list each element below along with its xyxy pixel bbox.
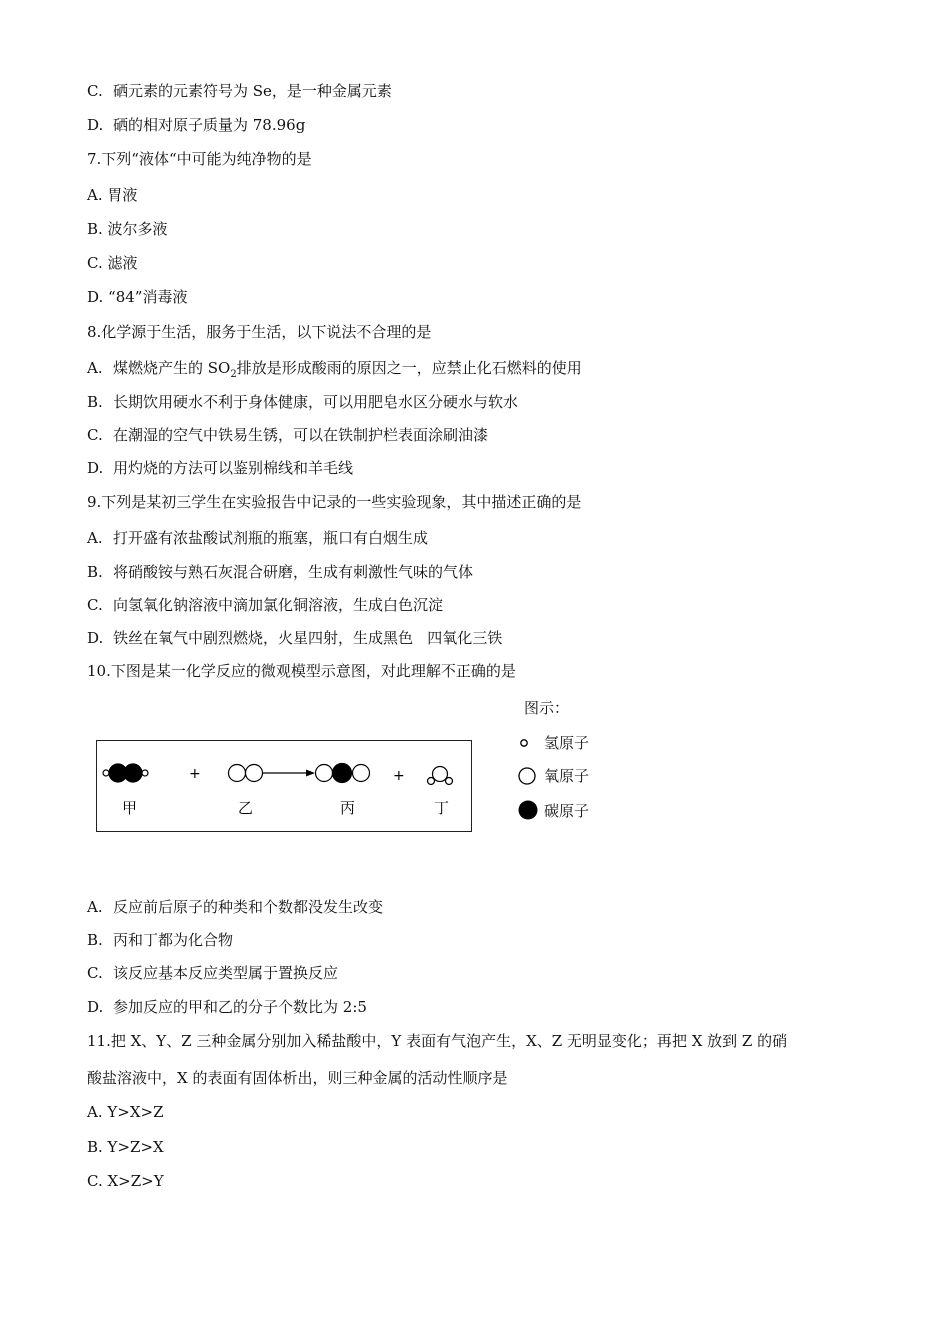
molecule-jia [103,764,148,782]
q10-stem: 10.下图是某一化学反应的微观模型示意图，对此理解不正确的是 [87,662,516,680]
q10-option-b: B. 丙和丁都为化合物 [87,931,234,949]
q6-option-c: C. 硒元素的元素符号为 Se，是一种金属元素 [87,82,392,100]
plus-sign-2: + [393,768,405,784]
legend-hydrogen: 氢原子 [518,732,589,753]
label-bing: 丙 [340,799,356,817]
reaction-diagram-svg [97,741,470,830]
label-yi: 乙 [238,799,254,817]
oxygen-atom-icon [518,766,540,786]
molecule-yi [229,765,263,782]
q9-option-a: A. 打开盛有浓盐酸试剂瓶的瓶塞，瓶口有白烟生成 [87,529,429,547]
q8-option-c: C. 在潮湿的空气中铁易生锈，可以在铁制护栏表面涂刷油漆 [87,426,489,444]
legend-oxygen: 氧原子 [518,765,589,786]
q9-stem: 9.下列是某初三学生在实验报告中记录的一些实验现象，其中描述正确的是 [87,493,582,511]
reaction-diagram [96,740,472,832]
legend-carbon: 碳原子 [518,799,589,821]
q8-option-d: D. 用灼烧的方法可以鉴别棉线和羊毛线 [87,459,354,477]
q7-option-a: A. 胃液 [87,186,138,204]
q8-option-a: A. 煤燃烧产生的 $SO_2$排放是形成酸雨的原因之一，应禁止化石燃料的使用 [87,359,582,380]
q11-option-c: C. X>Z>Y [87,1172,164,1190]
q7-option-c: C. 滤液 [87,254,138,272]
q10-option-a: A. 反应前后原子的种类和个数都没发生改变 [87,898,384,916]
q9-option-b: B. 将硝酸铵与熟石灰混合研磨，生成有刺激性气味的气体 [87,563,474,581]
molecule-bing [316,764,370,783]
q6-option-d: D. 硒的相对原子质量为 78.96g [87,116,306,134]
legend-title: 图示： [524,699,570,717]
q9-option-c: C. 向氢氧化钠溶液中滴加氯化铜溶液，生成白色沉淀 [87,596,444,614]
carbon-atom-icon [518,799,540,821]
q7-option-d: D. “84”消毒液 [87,288,188,306]
q7-stem: 7.下列“液体“中可能为纯净物的是 [87,150,312,168]
q10-option-c: C. 该反应基本反应类型属于置换反应 [87,964,339,982]
q11-stem-line1: 11.把 X、Y、Z 三种金属分别加入稀盐酸中，Y 表面有气泡产生，X、Z 无明显变化；再把 X 放到 Z 的硝 [87,1032,788,1050]
label-jia: 甲 [122,799,138,817]
q8-stem: 8.化学源于生活，服务于生活，以下说法不合理的是 [87,323,432,341]
q9-option-d: D. 铁丝在氧气中剧烈燃烧，火星四射，生成黑色 四氧化三铁 [87,629,503,647]
plus-sign-1: + [189,766,201,782]
hydrogen-atom-icon [518,733,540,753]
q8-option-b: B. 长期饮用硬水不利于身体健康，可以用肥皂水区分硬水与软水 [87,393,519,411]
q7-option-b: B. 波尔多液 [87,220,168,238]
reaction-arrow [263,770,315,777]
q11-option-b: B. Y>Z>X [87,1138,164,1156]
label-ding: 丁 [434,799,450,817]
q11-option-a: A. Y>X>Z [87,1103,164,1121]
q10-option-d: D. 参加反应的甲和乙的分子个数比为 2:5 [87,998,367,1016]
q11-stem-line2: 酸盐溶液中，X 的表面有固体析出，则三种金属的活动性顺序是 [87,1069,508,1087]
molecule-ding [428,767,453,785]
